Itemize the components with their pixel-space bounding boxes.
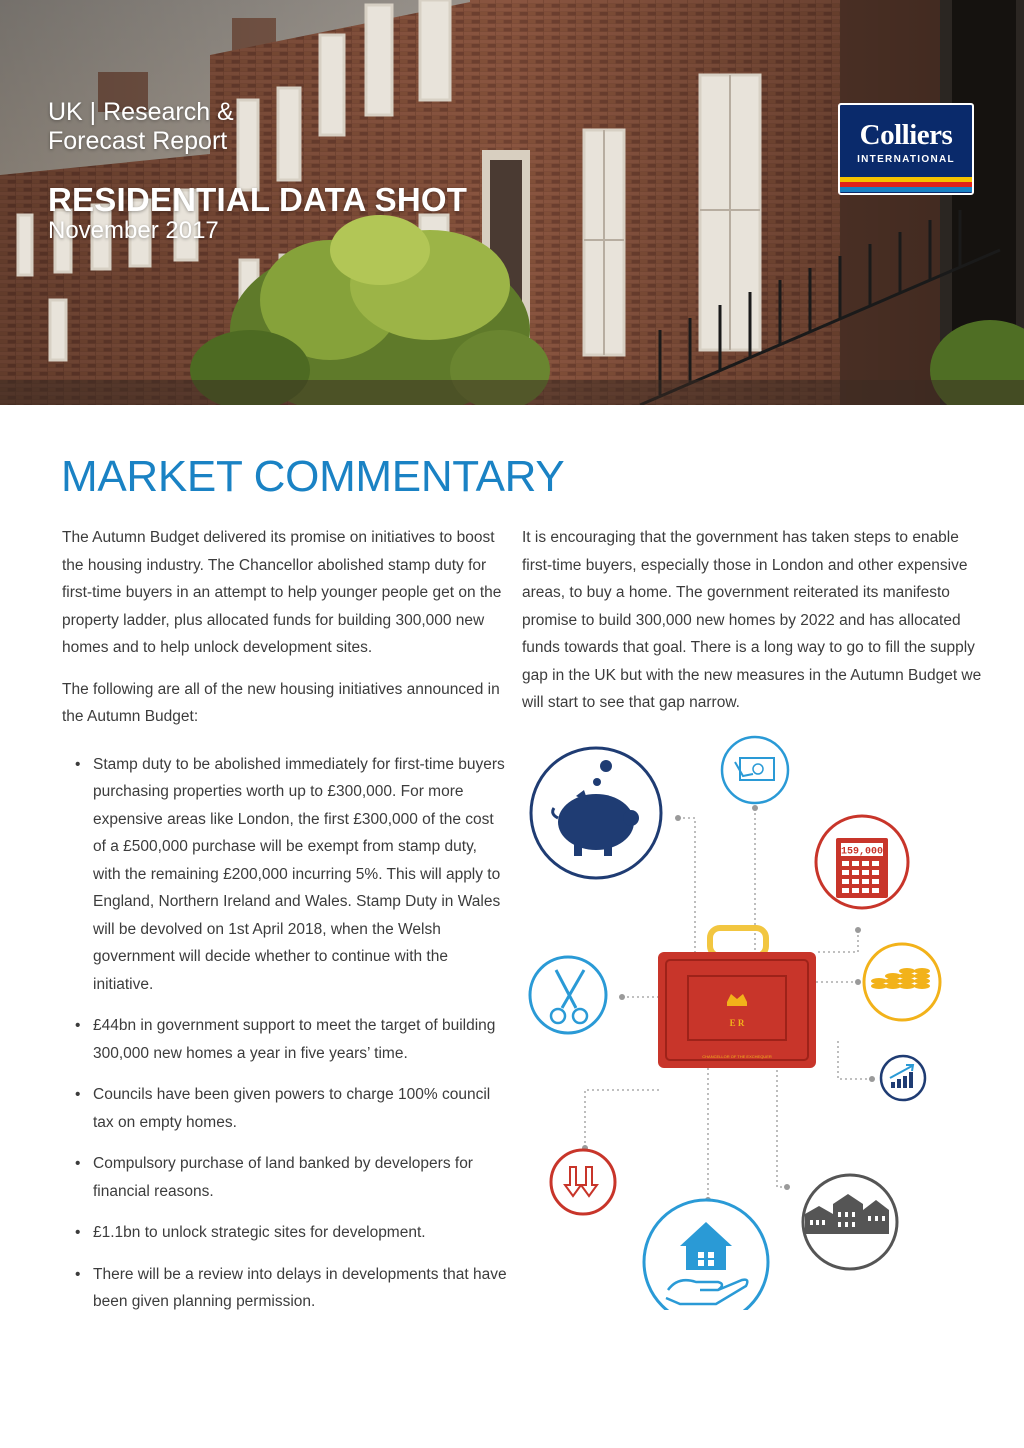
bullet-icon: • [75,1086,81,1103]
budget-infographic [520,730,980,1310]
bullet-icon: • [75,1155,81,1172]
logo-stripe-blue [840,187,972,192]
list-item [62,1081,508,1136]
briefcase-cipher: E R [729,1018,745,1028]
list-item-text: Compulsory purchase of land banked by developers for financial reasons. [93,1155,473,1200]
red-briefcase-icon [658,928,816,1068]
initiatives-list [62,751,508,1316]
connector-line [815,930,858,952]
colliers-logo [838,103,974,195]
growth-chart-icon [881,1056,925,1100]
connector-line [777,1068,787,1187]
report-type-line1: UK | Research & [48,98,234,126]
section-heading: MARKET COMMENTARY [61,452,565,501]
connector-line [838,1040,872,1079]
scissors-icon [530,957,606,1033]
bullet-icon: • [75,755,81,773]
initiatives-lead-paragraph: The following are all of the new housing initiatives announced in the Autumn Budget: [62,680,500,725]
briefcase-caption: CHANCELLOR OF THE EXCHEQUER [702,1054,772,1059]
right-column [522,524,982,731]
bullet-icon: • [75,1224,81,1241]
list-item [62,1261,508,1316]
list-item-text: £44bn in government support to meet the target of building 300,000 new homes a year in five years’ time. [93,1017,496,1062]
list-item [62,751,508,999]
cash-icon [722,737,788,803]
list-item [62,1219,508,1247]
left-column [62,524,508,1330]
connector-node [855,927,861,933]
report-title: RESIDENTIAL DATA SHOT [48,181,468,218]
bullet-icon: • [75,1265,81,1283]
connector-node [619,994,625,1000]
connector-node [784,1184,790,1190]
report-date: November 2017 [48,217,219,244]
house-in-hand-icon [644,1200,768,1310]
logo-subtitle: INTERNATIONAL [857,154,955,165]
list-item-text: Councils have been given powers to charge 100% council tax on empty homes. [93,1086,491,1131]
connector-node [855,979,861,985]
connector-line [585,1090,660,1148]
connector-node [869,1076,875,1082]
list-item [62,1150,508,1205]
calculator-display: 159,000 [840,846,884,858]
logo-name: Colliers [859,119,953,151]
hero-banner [0,0,1024,405]
report-type-line2: Forecast Report [48,127,228,155]
list-item [62,1012,508,1067]
intro-paragraph: The Autumn Budget delivered its promise on initiatives to boost the housing industry. The Chancellor abolished stamp duty for first-time buyers in an attempt to help younger people get on the property ladder, plus allocated funds for building 300,000 new homes and to help unlock development sites. [62,529,502,656]
piggy-bank-icon [531,748,661,878]
list-item-text: There will be a review into delays in developments that have been given planning permission. [93,1265,507,1310]
connector-node [752,805,758,811]
houses-icon [803,1175,897,1269]
down-arrows-icon [551,1150,615,1214]
list-item-text: Stamp duty to be abolished immediately for first-time buyers purchasing properties worth up to £300,000. For more expensive areas like London, the first £300,000 of the cost of a £500,000 purchase will be exempt from stamp duty, with the remaining £200,000 incurring 5%. This will apply to England, Northern Ireland and Wales. Stamp Duty in Wales will be devolved on 1st April 2018, when the Welsh government will decide whether to continue with the initiative. [93,755,505,993]
connector-line [678,818,695,952]
commentary-paragraph: It is encouraging that the government has taken steps to enable first-time buyers, especially those in London and other expensive areas, to buy a home. The government reiterated its manifesto promise to build 300,000 new homes by 2022 and has allocated funds towards that goal. There is a long way to go to fill the supply gap in the UK but with the new measures in the Autumn Budget we will start to see that gap narrow. [522,529,982,711]
report-header [48,98,467,244]
calculator-icon [816,816,908,908]
connector-node [675,815,681,821]
coins-icon [864,944,940,1020]
bullet-icon: • [75,1017,81,1034]
list-item-text: £1.1bn to unlock strategic sites for development. [93,1224,426,1241]
